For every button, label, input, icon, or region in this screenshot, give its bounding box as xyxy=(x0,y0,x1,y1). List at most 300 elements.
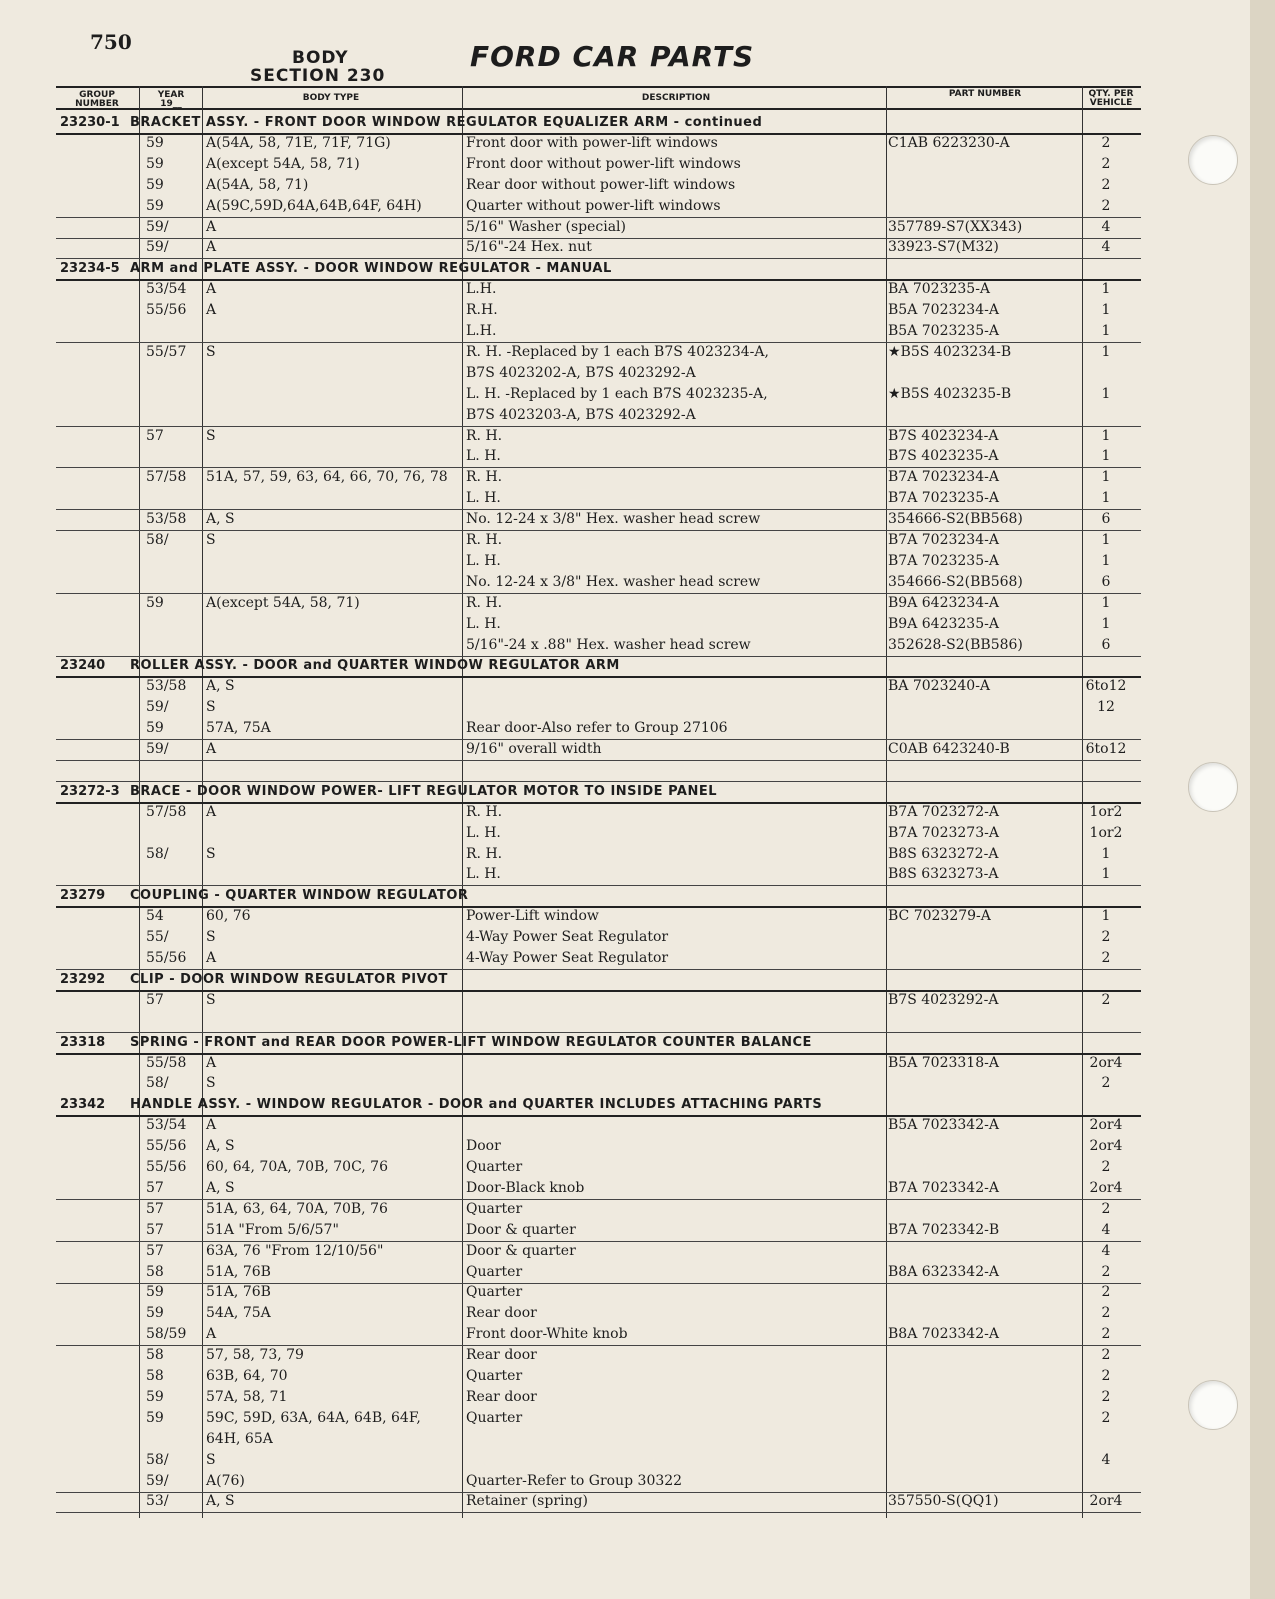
qty-cell: 1 xyxy=(1101,845,1111,862)
description-cell: L. H. xyxy=(466,448,501,465)
section-title: SPRING - FRONT and REAR DOOR POWER-LIFT WINDOW REGULATOR COUNTER BALANCE xyxy=(130,1034,812,1050)
table-row xyxy=(56,1408,1141,1429)
description-cell: Quarter-Refer to Group 30322 xyxy=(466,1472,683,1489)
qty-cell: 4 xyxy=(1101,1242,1111,1259)
description-cell: Door xyxy=(466,1138,501,1155)
part-number-cell: B7A 7023234-A xyxy=(888,469,999,486)
qty-cell: 2 xyxy=(1101,1409,1111,1426)
qty-cell: 2 xyxy=(1101,1263,1111,1280)
table-row xyxy=(56,1282,1141,1303)
year-cell: 58/ xyxy=(146,1451,169,1468)
qty-cell: 2 xyxy=(1101,991,1111,1008)
description-cell: L. H. -Replaced by 1 each B7S 4023235-A, xyxy=(466,385,768,402)
description-cell: Power-Lift window xyxy=(466,908,599,925)
qty-cell: 4 xyxy=(1101,218,1111,235)
body-type-cell: A xyxy=(206,218,217,235)
body-type-cell: A, S xyxy=(206,678,235,695)
body-type-cell: A, S xyxy=(206,1138,235,1155)
body-type-cell: S xyxy=(206,427,216,444)
year-cell: 59 xyxy=(146,1409,164,1426)
body-type-cell: 57, 58, 73, 79 xyxy=(206,1347,304,1364)
table-row xyxy=(56,279,1141,300)
table-row xyxy=(56,509,1141,531)
description-cell: Front door with power-lift windows xyxy=(466,134,718,151)
qty-cell: 1 xyxy=(1101,490,1111,507)
table-row xyxy=(56,718,1141,740)
page-number: 750 xyxy=(90,30,132,54)
year-cell: 59 xyxy=(146,594,164,611)
year-cell: 59 xyxy=(146,134,164,151)
header-bottom-rule xyxy=(56,108,1141,110)
table-row xyxy=(56,1387,1141,1408)
part-number-cell: BA 7023240-A xyxy=(888,678,991,695)
table-row xyxy=(56,133,1141,154)
table-row xyxy=(56,948,1141,970)
description-cell: Quarter xyxy=(466,1263,523,1280)
description-cell: L.H. xyxy=(466,281,497,298)
description-cell: L. H. xyxy=(466,552,501,569)
qty-cell: 2or4 xyxy=(1089,1138,1123,1155)
header-top-rule xyxy=(56,86,1141,88)
table-row xyxy=(56,1491,1141,1513)
description-cell: R. H. xyxy=(466,469,503,486)
year-cell: 55/56 xyxy=(146,1138,187,1155)
part-number-cell: B5A 7023342-A xyxy=(888,1117,999,1134)
section-heading-row xyxy=(56,885,1141,908)
table-row xyxy=(56,1241,1141,1262)
body-type-cell: A xyxy=(206,281,217,298)
year-cell: 58 xyxy=(146,1347,164,1364)
description-cell: Front door without power-lift windows xyxy=(466,155,741,172)
body-type-cell: A(59C,59D,64A,64B,64F, 64H) xyxy=(206,197,422,214)
description-cell: 9/16" overall width xyxy=(466,741,602,757)
part-number-cell: 354666-S2(BB568) xyxy=(888,511,1023,528)
body-type-cell: A xyxy=(206,803,217,820)
section-title: HANDLE ASSY. - WINDOW REGULATOR - DOOR and QUARTER INCLUDES ATTACHING PARTS xyxy=(130,1097,823,1113)
part-number-cell: B8A 6323342-A xyxy=(888,1263,999,1280)
section-heading-row xyxy=(56,1094,1141,1117)
section-heading-row xyxy=(56,655,1141,678)
year-cell: 54 xyxy=(146,908,164,925)
part-number-cell: B7A 7023235-A xyxy=(888,552,999,569)
section-title: BRACKET ASSY. - FRONT DOOR WINDOW REGULATOR EQUALIZER ARM - continued xyxy=(130,115,763,130)
body-type-cell: 57A, 75A xyxy=(206,720,271,737)
header-qty: QTY. PER VEHICLE xyxy=(1088,89,1134,108)
year-cell: 59/ xyxy=(146,239,169,256)
description-cell: R. H. xyxy=(466,532,503,548)
year-cell: 57 xyxy=(146,1179,164,1196)
description-cell: 4-Way Power Seat Regulator xyxy=(466,929,669,946)
part-number-cell: B7A 7023342-B xyxy=(888,1221,1000,1238)
table-row xyxy=(56,635,1141,657)
year-cell: 59/ xyxy=(146,218,169,235)
group-number: 23292 xyxy=(60,971,106,987)
description-cell: No. 12-24 x 3/8" Hex. washer head screw xyxy=(466,573,761,590)
year-cell: 59 xyxy=(146,1284,164,1301)
year-cell: 53/54 xyxy=(146,1117,187,1134)
body-type-cell: 51A, 57, 59, 63, 64, 66, 70, 76, 78 xyxy=(206,469,448,486)
part-number-cell: B8S 6323273-A xyxy=(888,866,999,883)
table-row xyxy=(56,175,1141,196)
body-type-cell: A xyxy=(206,741,217,757)
table-row xyxy=(56,300,1141,321)
part-number-cell: BA 7023235-A xyxy=(888,281,991,298)
part-number-cell: B7S 4023235-A xyxy=(888,448,999,465)
header-description: DESCRIPTION xyxy=(641,93,711,103)
body-type-cell: 60, 76 xyxy=(206,908,251,925)
table-row xyxy=(56,1178,1141,1200)
body-type-cell: A(except 54A, 58, 71) xyxy=(206,155,360,172)
table-row xyxy=(56,844,1141,865)
section-title: ROLLER ASSY. - DOOR and QUARTER WINDOW REGULATOR ARM xyxy=(130,658,620,674)
part-number-cell: B5A 7023318-A xyxy=(888,1054,999,1071)
description-cell: Retainer (spring) xyxy=(466,1493,588,1510)
qty-cell: 2or4 xyxy=(1089,1054,1123,1071)
table-row xyxy=(56,488,1141,510)
header-group: GROUP NUMBER xyxy=(75,90,119,109)
description-cell: Rear door-Also refer to Group 27106 xyxy=(466,720,728,737)
qty-cell: 1 xyxy=(1101,385,1111,402)
description-cell: Rear door without power-lift windows xyxy=(466,176,736,193)
qty-cell: 1 xyxy=(1101,532,1111,548)
description-cell: L. H. xyxy=(466,615,501,632)
table-row xyxy=(56,1429,1141,1450)
description-cell: Quarter xyxy=(466,1368,523,1384)
body-type-cell: S xyxy=(206,343,216,360)
part-number-cell: 357789-S7(XX343) xyxy=(888,218,1023,235)
table-row xyxy=(56,1073,1141,1094)
table-row xyxy=(56,614,1141,635)
year-cell: 59 xyxy=(146,720,164,737)
qty-cell: 2 xyxy=(1101,176,1111,193)
body-type-cell: S xyxy=(206,929,216,946)
table-row xyxy=(56,990,1141,1011)
body-type-cell: A, S xyxy=(206,1493,235,1510)
qty-cell: 1 xyxy=(1101,323,1111,339)
qty-cell: 4 xyxy=(1101,1221,1111,1238)
page-title: FORD CAR PARTS xyxy=(470,40,755,73)
body-type-cell: S xyxy=(206,845,216,862)
table-row xyxy=(56,342,1141,363)
description-cell: R. H. xyxy=(466,427,503,444)
qty-cell: 4 xyxy=(1101,1451,1111,1468)
description-cell: Quarter xyxy=(466,1200,523,1217)
year-cell: 55/56 xyxy=(146,1159,187,1175)
body-type-cell: A, S xyxy=(206,511,235,528)
qty-cell: 2 xyxy=(1101,1388,1111,1405)
qty-cell: 2or4 xyxy=(1089,1179,1123,1196)
body-type-cell: 51A, 76B xyxy=(206,1284,271,1301)
body-type-cell: 64H, 65A xyxy=(206,1430,273,1447)
description-cell: Front door-White knob xyxy=(466,1326,628,1343)
year-cell: 58/ xyxy=(146,1075,169,1092)
table-row xyxy=(56,906,1141,927)
description-cell: L. H. xyxy=(466,490,501,507)
part-number-cell: ★B5S 4023235-B xyxy=(888,385,1012,402)
section-heading-row xyxy=(56,1032,1141,1055)
table-row xyxy=(56,1303,1141,1324)
year-cell: 59 xyxy=(146,176,164,193)
body-type-cell: 51A, 63, 64, 70A, 70B, 76 xyxy=(206,1200,388,1217)
year-cell: 57 xyxy=(146,1221,164,1238)
year-cell: 55/56 xyxy=(146,302,187,319)
description-cell: 5/16"-24 Hex. nut xyxy=(466,239,592,256)
part-number-cell: B8S 6323272-A xyxy=(888,845,999,862)
qty-cell: 2 xyxy=(1101,1347,1111,1364)
year-cell: 58/ xyxy=(146,845,169,862)
table-row xyxy=(56,1345,1141,1366)
table-row xyxy=(56,530,1141,551)
part-number-cell: B7A 7023342-A xyxy=(888,1179,999,1196)
section-title: BRACE - DOOR WINDOW POWER- LIFT REGULATOR MOTOR TO INSIDE PANEL xyxy=(130,783,718,799)
part-number-cell: B9A 6423235-A xyxy=(888,615,999,632)
qty-cell: 1 xyxy=(1101,343,1111,360)
part-number-cell: B7A 7023234-A xyxy=(888,532,999,548)
part-number-cell: B7S 4023292-A xyxy=(888,991,999,1008)
qty-cell: 2or4 xyxy=(1089,1117,1123,1134)
table-row xyxy=(56,196,1141,218)
description-cell: B7S 4023202-A, B7S 4023292-A xyxy=(466,364,696,381)
qty-cell: 6to12 xyxy=(1085,741,1127,757)
year-cell: 58/ xyxy=(146,532,169,548)
description-cell: R. H. xyxy=(466,594,503,611)
description-cell: Rear door xyxy=(466,1347,537,1364)
year-cell: 59 xyxy=(146,1388,164,1405)
year-cell: 57/58 xyxy=(146,469,187,486)
table-row xyxy=(56,927,1141,948)
description-cell: Door & quarter xyxy=(466,1242,576,1259)
body-type-cell: A(except 54A, 58, 71) xyxy=(206,594,360,611)
body-type-cell: A xyxy=(206,239,217,256)
section-heading-row xyxy=(56,258,1141,281)
qty-cell: 2or4 xyxy=(1089,1493,1123,1510)
description-cell: 4-Way Power Seat Regulator xyxy=(466,950,669,966)
qty-cell: 1 xyxy=(1101,552,1111,569)
qty-cell: 2 xyxy=(1101,155,1111,172)
part-number-cell: 354666-S2(BB568) xyxy=(888,573,1023,590)
year-cell: 55/56 xyxy=(146,950,187,966)
qty-cell: 2 xyxy=(1101,950,1111,966)
qty-cell: 1or2 xyxy=(1089,824,1123,841)
table-row xyxy=(56,321,1141,343)
qty-cell: 1 xyxy=(1101,469,1111,486)
description-cell: 5/16" Washer (special) xyxy=(466,218,626,235)
description-cell: Quarter without power-lift windows xyxy=(466,197,721,214)
group-number: 23272-3 xyxy=(60,783,120,799)
description-cell: L.H. xyxy=(466,323,497,339)
table-row xyxy=(56,237,1141,259)
qty-cell: 6 xyxy=(1101,573,1111,590)
qty-cell: 1 xyxy=(1101,281,1111,298)
body-type-cell: S xyxy=(206,1451,216,1468)
section-title: CLIP - DOOR WINDOW REGULATOR PIVOT xyxy=(130,971,448,987)
section-heading-row xyxy=(56,781,1141,804)
part-number-cell: B7A 7023272-A xyxy=(888,803,999,820)
qty-cell: 1 xyxy=(1101,448,1111,465)
body-type-cell: A(76) xyxy=(206,1472,245,1489)
table-row xyxy=(56,1053,1141,1074)
description-cell: Quarter xyxy=(466,1409,523,1426)
qty-cell: 1 xyxy=(1101,866,1111,883)
binder-hole-top xyxy=(1188,135,1238,185)
table-row xyxy=(56,426,1141,447)
qty-cell: 1or2 xyxy=(1089,803,1123,820)
description-cell: B7S 4023203-A, B7S 4023292-A xyxy=(466,406,696,423)
qty-cell: 6 xyxy=(1101,636,1111,653)
table-row xyxy=(56,384,1141,405)
body-type-cell: A xyxy=(206,950,217,966)
part-number-cell: C0AB 6423240-B xyxy=(888,741,1010,757)
table-row xyxy=(56,467,1141,488)
qty-cell: 1 xyxy=(1101,594,1111,611)
group-number: 23240 xyxy=(60,658,106,674)
qty-cell: 1 xyxy=(1101,908,1111,925)
section-title: ARM and PLATE ASSY. - DOOR WINDOW REGULATOR - MANUAL xyxy=(130,261,612,277)
description-cell: Quarter xyxy=(466,1159,523,1175)
part-number-cell: B7A 7023235-A xyxy=(888,490,999,507)
body-type-cell: A xyxy=(206,302,217,319)
table-row xyxy=(56,1366,1141,1387)
year-cell: 59 xyxy=(146,1305,164,1322)
year-cell: 55/58 xyxy=(146,1054,187,1071)
qty-cell: 1 xyxy=(1101,615,1111,632)
section-heading-row xyxy=(56,969,1141,992)
qty-cell: 2 xyxy=(1101,1075,1111,1092)
table-row xyxy=(56,739,1141,761)
year-cell: 59/ xyxy=(146,699,169,716)
year-cell: 55/57 xyxy=(146,343,187,360)
part-number-cell: B8A 7023342-A xyxy=(888,1326,999,1343)
page-edge xyxy=(1250,0,1275,1599)
table-row xyxy=(56,1136,1141,1157)
description-cell: No. 12-24 x 3/8" Hex. washer head screw xyxy=(466,511,761,528)
year-cell: 58/59 xyxy=(146,1326,187,1343)
body-type-cell: 51A, 76B xyxy=(206,1263,271,1280)
year-cell: 57 xyxy=(146,427,164,444)
part-number-cell: C1AB 6223230-A xyxy=(888,134,1010,151)
description-cell: Rear door xyxy=(466,1305,537,1322)
body-type-cell: 63B, 64, 70 xyxy=(206,1368,288,1384)
table-row xyxy=(56,593,1141,614)
qty-cell: 2 xyxy=(1101,1368,1111,1384)
group-number: 23318 xyxy=(60,1034,106,1050)
year-cell: 53/54 xyxy=(146,281,187,298)
table-row xyxy=(56,1262,1141,1284)
body-type-cell: 54A, 75A xyxy=(206,1305,271,1322)
description-cell: R.H. xyxy=(466,302,498,319)
table-row xyxy=(56,1450,1141,1471)
table-row xyxy=(56,1157,1141,1178)
table-row xyxy=(56,572,1141,594)
table-row xyxy=(56,1011,1141,1033)
year-cell: 59/ xyxy=(146,741,169,757)
qty-cell: 1 xyxy=(1101,302,1111,319)
qty-cell: 4 xyxy=(1101,239,1111,256)
part-number-cell: B9A 6423234-A xyxy=(888,594,999,611)
year-cell: 59 xyxy=(146,197,164,214)
body-type-cell: 59C, 59D, 63A, 64A, 64B, 64F, xyxy=(206,1409,421,1426)
description-cell: 5/16"-24 x .88" Hex. washer head screw xyxy=(466,636,751,653)
year-cell: 53/58 xyxy=(146,511,187,528)
year-cell: 55/ xyxy=(146,929,169,946)
description-cell: L. H. xyxy=(466,824,501,841)
part-number-cell: BC 7023279-A xyxy=(888,908,991,925)
part-number-cell: 357550-S(QQ1) xyxy=(888,1493,999,1510)
description-cell: R. H. xyxy=(466,845,503,862)
group-number: 23230-1 xyxy=(60,115,120,130)
description-cell: Door-Black knob xyxy=(466,1179,585,1196)
part-number-cell: B7S 4023234-A xyxy=(888,427,999,444)
table-row xyxy=(56,802,1141,823)
table-row xyxy=(56,760,1141,782)
year-cell: 57 xyxy=(146,1242,164,1259)
table-row xyxy=(56,1220,1141,1242)
table-row xyxy=(56,1199,1141,1220)
qty-cell: 6to12 xyxy=(1085,678,1127,695)
part-number-cell: 33923-S7(M32) xyxy=(888,239,999,256)
table-row xyxy=(56,551,1141,572)
body-type-cell: S xyxy=(206,532,216,548)
table-row xyxy=(56,1471,1141,1493)
binder-hole-bottom xyxy=(1188,1380,1238,1430)
section-line2: SECTION 230 xyxy=(250,66,386,86)
year-cell: 53/58 xyxy=(146,678,187,695)
body-type-cell: S xyxy=(206,699,216,716)
table-row xyxy=(56,154,1141,175)
group-number: 23342 xyxy=(60,1097,106,1113)
description-cell: Door & quarter xyxy=(466,1221,576,1238)
table-row xyxy=(56,446,1141,468)
part-number-cell: 352628-S2(BB586) xyxy=(888,636,1023,653)
part-number-cell: ★B5S 4023234-B xyxy=(888,343,1012,360)
year-cell: 53/ xyxy=(146,1493,169,1510)
table-row xyxy=(56,676,1141,697)
table-row xyxy=(56,363,1141,384)
body-type-cell: 51A "From 5/6/57" xyxy=(206,1221,339,1238)
body-type-cell: A xyxy=(206,1117,217,1134)
header-year: YEAR 19__ xyxy=(157,90,185,109)
description-cell: Quarter xyxy=(466,1284,523,1301)
body-type-cell: A(54A, 58, 71) xyxy=(206,176,309,193)
table-row xyxy=(56,1115,1141,1136)
year-cell: 57/58 xyxy=(146,803,187,820)
description-cell: L. H. xyxy=(466,866,501,883)
year-cell: 57 xyxy=(146,1200,164,1217)
year-cell: 59/ xyxy=(146,1472,169,1489)
body-type-cell: S xyxy=(206,1075,216,1092)
year-cell: 58 xyxy=(146,1368,164,1384)
body-type-cell: S xyxy=(206,991,216,1008)
table-row xyxy=(56,823,1141,844)
group-number: 23234-5 xyxy=(60,261,120,277)
table-row xyxy=(56,217,1141,239)
description-cell: R. H. xyxy=(466,803,503,820)
year-cell: 59 xyxy=(146,155,164,172)
section-line1: BODY xyxy=(292,48,349,68)
header-body-type: BODY TYPE xyxy=(302,93,360,103)
group-number: 23279 xyxy=(60,888,106,904)
body-type-cell: A xyxy=(206,1326,217,1343)
table-row xyxy=(56,405,1141,427)
year-cell: 57 xyxy=(146,991,164,1008)
section-title: COUPLING - QUARTER WINDOW REGULATOR xyxy=(130,888,469,904)
qty-cell: 2 xyxy=(1101,1200,1111,1217)
qty-cell: 12 xyxy=(1097,699,1115,716)
body-type-cell: A(54A, 58, 71E, 71F, 71G) xyxy=(206,134,391,151)
header-part-number: PART NUMBER xyxy=(948,89,1022,99)
part-number-cell: B5A 7023235-A xyxy=(888,323,999,339)
body-type-cell: A xyxy=(206,1054,217,1071)
